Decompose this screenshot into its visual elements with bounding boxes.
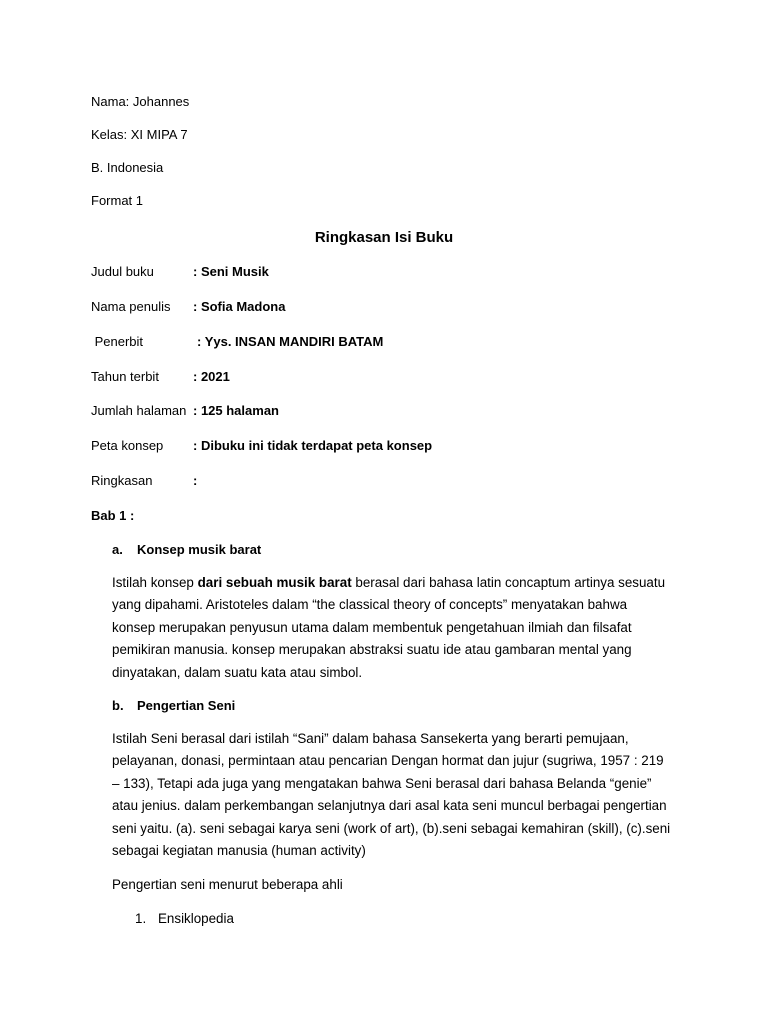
student-name: Nama: Johannes [91,94,190,109]
info-label-halaman: Jumlah halaman [91,403,187,418]
list-item-ensiklopedia: Ensiklopedia [158,911,234,926]
info-label-tahun: Tahun terbit [91,369,159,384]
chapter-heading: Bab 1 : [91,508,135,523]
info-value-peta: : Dibuku ini tidak terdapat peta konsep [193,438,433,453]
info-value-tahun: : 2021 [193,369,230,384]
info-value-penulis: : Sofia Madona [193,299,286,314]
info-value-judul: : Seni Musik [193,264,269,279]
section-b-marker: b. [112,698,124,713]
student-class: Kelas: XI MIPA 7 [91,127,188,142]
section-a-marker: a. [112,542,123,557]
info-label-penulis: Nama penulis [91,299,171,314]
section-a-paragraph [112,572,672,684]
experts-intro: Pengertian seni menurut beberapa ahli [112,877,343,892]
section-a-heading: Konsep musik barat [137,542,262,557]
document-title: Ringkasan Isi Buku [314,229,454,246]
list-item-marker: 1. [135,911,147,926]
info-value-penerbit: : Yys. INSAN MANDIRI BATAM [197,334,384,349]
section-b-paragraph: Istilah Seni berasal dari istilah “Sani” dalam bahasa Sansekerta yang berarti pemujaan, pelayanan, donasi, permintaan atau pencarian Dengan hormat dan jujur (sugriwa, 1957 : 219 – 133), Tetapi ada juga yang mengatakan bahwa Seni berasal dari bahasa Belanda “genie” atau jenius. dalam perkembangan selanjutnya dari asal kata seni muncul berbagai pengertian seni yaitu. (a). seni sebagai karya seni (work of art), (b).seni sebagai kemahiran (skill), (c).seni sebagai kegiatan manusia (human activity) [112,731,671,859]
info-label-peta: Peta konsep [91,438,164,453]
info-label-penerbit: Penerbit [91,334,144,349]
section-a-text-rest: berasal dari bahasa latin concaptum artinya sesuatu yang dipahami. Aristoteles dalam “the classical theory of concepts” menyatakan bahwa konsep merupakan penyusun utama dalam membentuk pengetahuan ilmiah dan filsafat pemikiran manusia. konsep merupakan abstraksi suatu ide atau gambaran mental yang dinyatakan, dalam suatu kata atau simbol. [112,575,666,680]
section-a-text-start: Istilah konsep [112,575,198,590]
section-a-text-bold: dari sebuah musik barat [197,575,352,590]
info-label-judul: Judul buku [91,264,154,279]
info-label-ringkasan: Ringkasan [91,473,153,488]
info-value-halaman: : 125 halaman [193,403,279,418]
section-b-heading: Pengertian Seni [137,698,236,713]
format-label: Format 1 [91,193,144,208]
subject: B. Indonesia [91,160,164,175]
info-value-ringkasan: : [193,473,198,488]
